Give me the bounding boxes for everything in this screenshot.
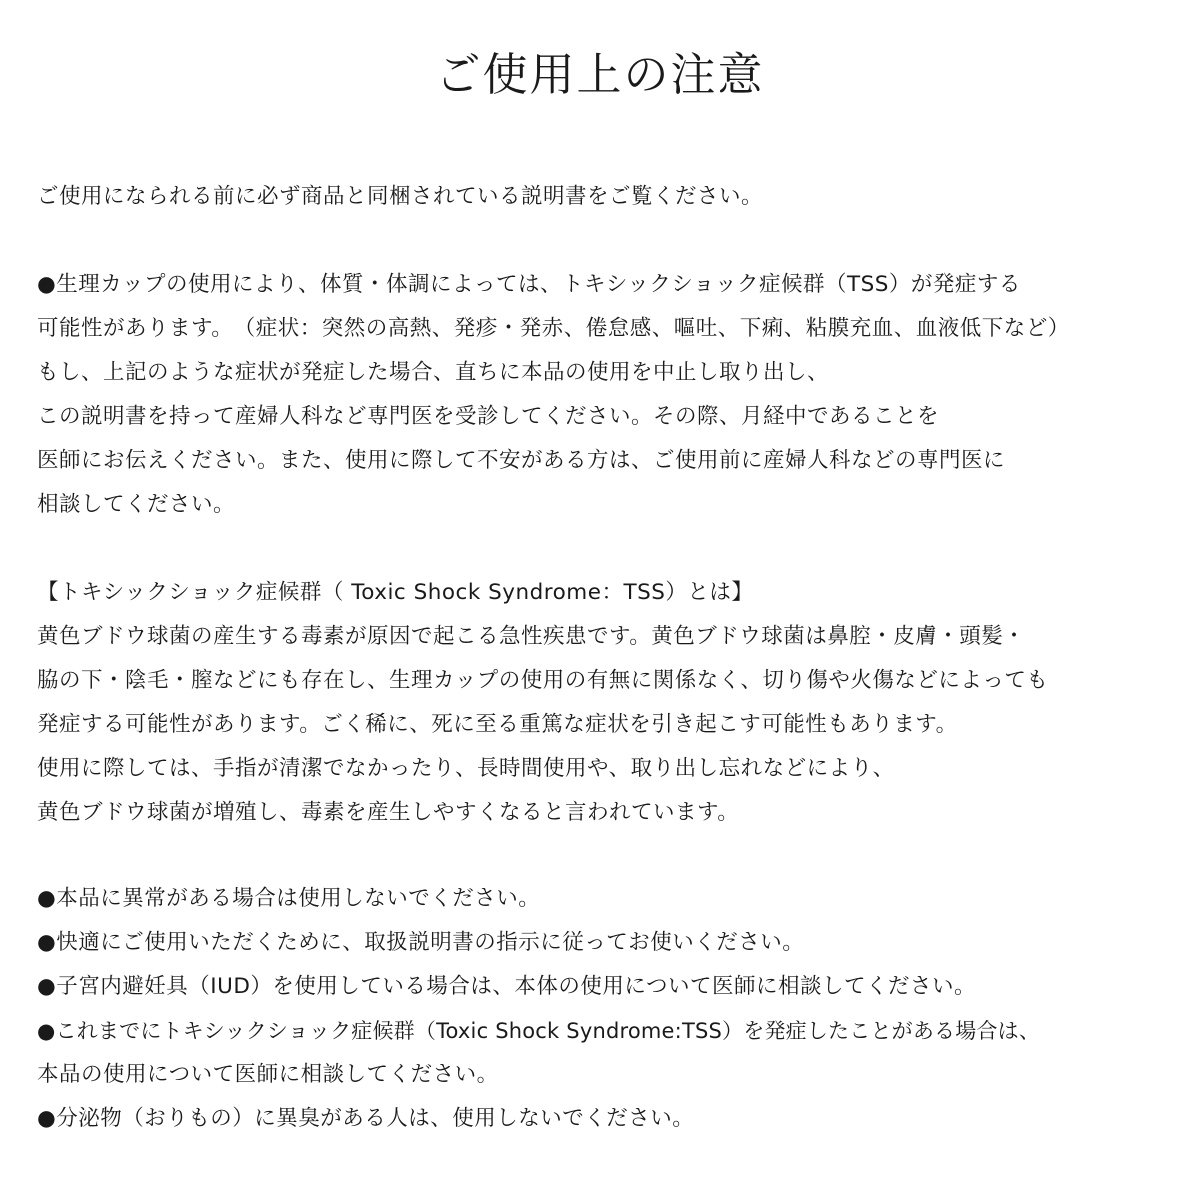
tss-definition-line: 発症する可能性があります。ごく稀に、死に至る重篤な症状を引き起こす可能性もあります。 <box>37 712 958 737</box>
tss-warning-line: 相談してください。 <box>37 492 236 517</box>
tss-warning-line: ●生理カップの使用により、体質・体調によっては、トキシックショック症候群（TSS）が発症する <box>37 272 1021 297</box>
tss-definition-line: 脇の下・陰毛・膣などにも存在し、生理カップの使用の有無に関係なく、切り傷や火傷などによっても <box>37 668 1049 693</box>
page-title: ご使用上の注意 <box>435 48 765 101</box>
tss-definition-heading: 【トキシックショック症候群（ Toxic Shock Syndrome：TSS）とは】 <box>37 580 754 605</box>
tss-warning-line: 医師にお伝えください。また、使用に際して不安がある方は、ご使用前に産婦人科などの専門医に <box>37 448 1006 473</box>
usage-note-line: ●本品に異常がある場合は使用しないでください。 <box>37 886 541 911</box>
tss-definition-line: 黄色ブドウ球菌の産生する毒素が原因で起こる急性疾患です。黄色ブドウ球菌は鼻腔・皮膚・頭髪・ <box>37 624 1026 649</box>
tss-definition-line: 使用に際しては、手指が清潔でなかったり、長時間使用や、取り出し忘れなどにより、 <box>37 756 895 781</box>
intro-text: ご使用になられる前に必ず商品と同梱されている説明書をご覧ください。 <box>37 184 764 209</box>
usage-note-line: ●これまでにトキシックショック症候群（Toxic Shock Syndrome:TSS）を発症したことがある場合は、 <box>37 1019 1041 1043</box>
usage-note-line: ●快適にご使用いただくために、取扱説明書の指示に従ってお使いください。 <box>37 930 805 955</box>
usage-note-line: ●子宮内避妊具（IUD）を使用している場合は、本体の使用について医師に相談してください。 <box>37 974 976 999</box>
tss-warning-line: 可能性があります。 （症状：突然の高熱、発疹・発赤、倦怠感、嘔吐、下痢、粘膜充血、血液低下など） <box>37 316 1070 341</box>
tss-warning-line: この説明書を持って産婦人科など専門医を受診してください。その際、月経中であることを <box>37 404 940 429</box>
tss-warning-line: もし、上記のような症状が発症した場合、直ちに本品の使用を中止し取り出し、 <box>37 360 830 385</box>
usage-note-line: 本品の使用について医師に相談してください。 <box>37 1062 499 1087</box>
tss-definition-line: 黄色ブドウ球菌が増殖し、毒素を産生しやすくなると言われています。 <box>37 800 740 825</box>
usage-note-line: ●分泌物（おりもの）に異臭がある人は、使用しないでください。 <box>37 1106 695 1131</box>
